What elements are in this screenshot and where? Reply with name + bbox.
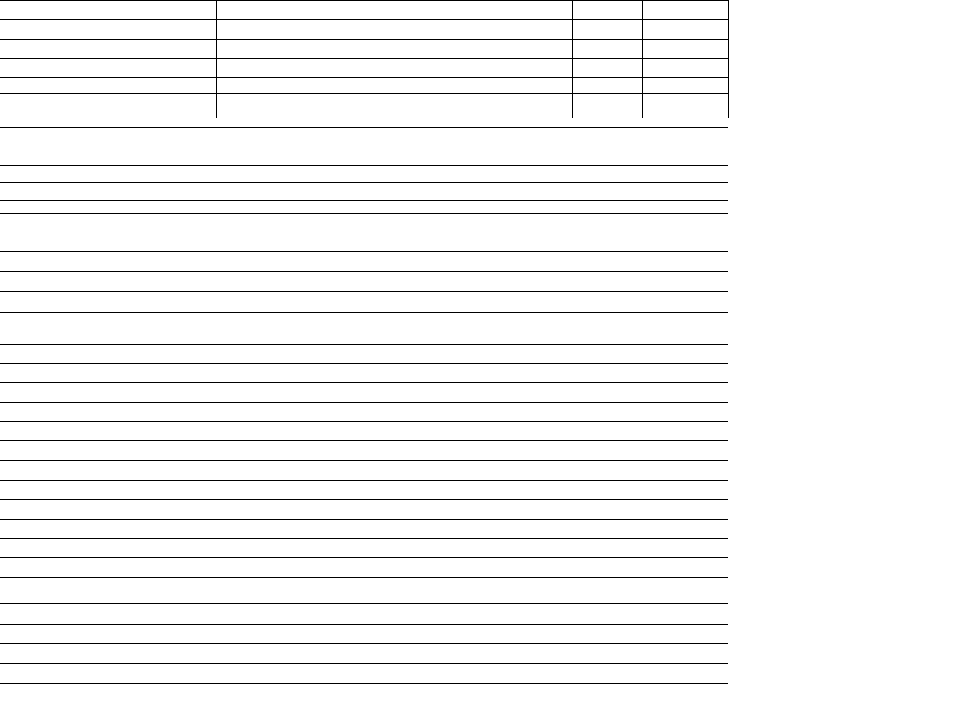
- remarks: [728, 291, 960, 292]
- table-row: [0, 519, 960, 538]
- table-row: [0, 557, 960, 577]
- remarks: [728, 577, 960, 578]
- table-row: [0, 19, 960, 39]
- table-row: [0, 127, 960, 165]
- remarks: [728, 39, 960, 40]
- table-row: [0, 480, 960, 499]
- row-rule: [0, 683, 728, 684]
- remarks: [728, 499, 960, 500]
- remarks: [728, 312, 960, 313]
- table-row: [0, 538, 960, 557]
- remarks: [728, 93, 960, 94]
- table-row: [0, 344, 960, 363]
- table-row: [0, 93, 960, 127]
- table-row: [0, 165, 960, 182]
- table-row: [0, 643, 960, 663]
- remarks: [728, 519, 960, 520]
- table-row: [0, 213, 960, 251]
- remarks: [728, 538, 960, 539]
- table-row: [0, 196, 960, 209]
- remarks: [728, 165, 960, 166]
- table-row: [0, 421, 960, 440]
- remarks: [728, 58, 960, 59]
- table-row: [0, 603, 960, 624]
- table-row: [0, 39, 960, 58]
- remarks: [728, 182, 960, 183]
- remarks: [728, 643, 960, 644]
- remarks: [728, 440, 960, 441]
- table-row: [0, 251, 960, 271]
- remarks: [728, 460, 960, 461]
- remarks: [728, 480, 960, 481]
- table-row: [0, 382, 960, 402]
- remarks: [728, 557, 960, 558]
- remarks: [728, 196, 960, 197]
- table-row: [0, 499, 960, 519]
- table-row: [0, 577, 960, 603]
- remarks: [728, 127, 960, 128]
- remarks: [728, 75, 960, 76]
- remarks: [728, 271, 960, 272]
- remarks: [728, 213, 960, 214]
- remarks: [728, 363, 960, 364]
- table-row: [0, 363, 960, 382]
- table-row: [0, 312, 960, 344]
- remarks: [728, 344, 960, 345]
- table-row: [0, 402, 960, 421]
- remarks: [728, 421, 960, 422]
- table-row: [0, 75, 960, 91]
- remarks: [728, 663, 960, 664]
- remarks: [728, 19, 960, 20]
- remarks: [728, 603, 960, 604]
- table-row: [0, 0, 960, 19]
- remarks: [728, 0, 960, 1]
- remarks: [728, 402, 960, 403]
- table-row: [0, 663, 960, 683]
- table-row: [0, 271, 960, 291]
- table-row: [0, 624, 960, 643]
- remarks: [728, 624, 960, 625]
- remarks: [728, 251, 960, 252]
- remarks: [728, 382, 960, 383]
- table-row: [0, 440, 960, 460]
- table-row: [0, 460, 960, 480]
- table-row: [0, 291, 960, 312]
